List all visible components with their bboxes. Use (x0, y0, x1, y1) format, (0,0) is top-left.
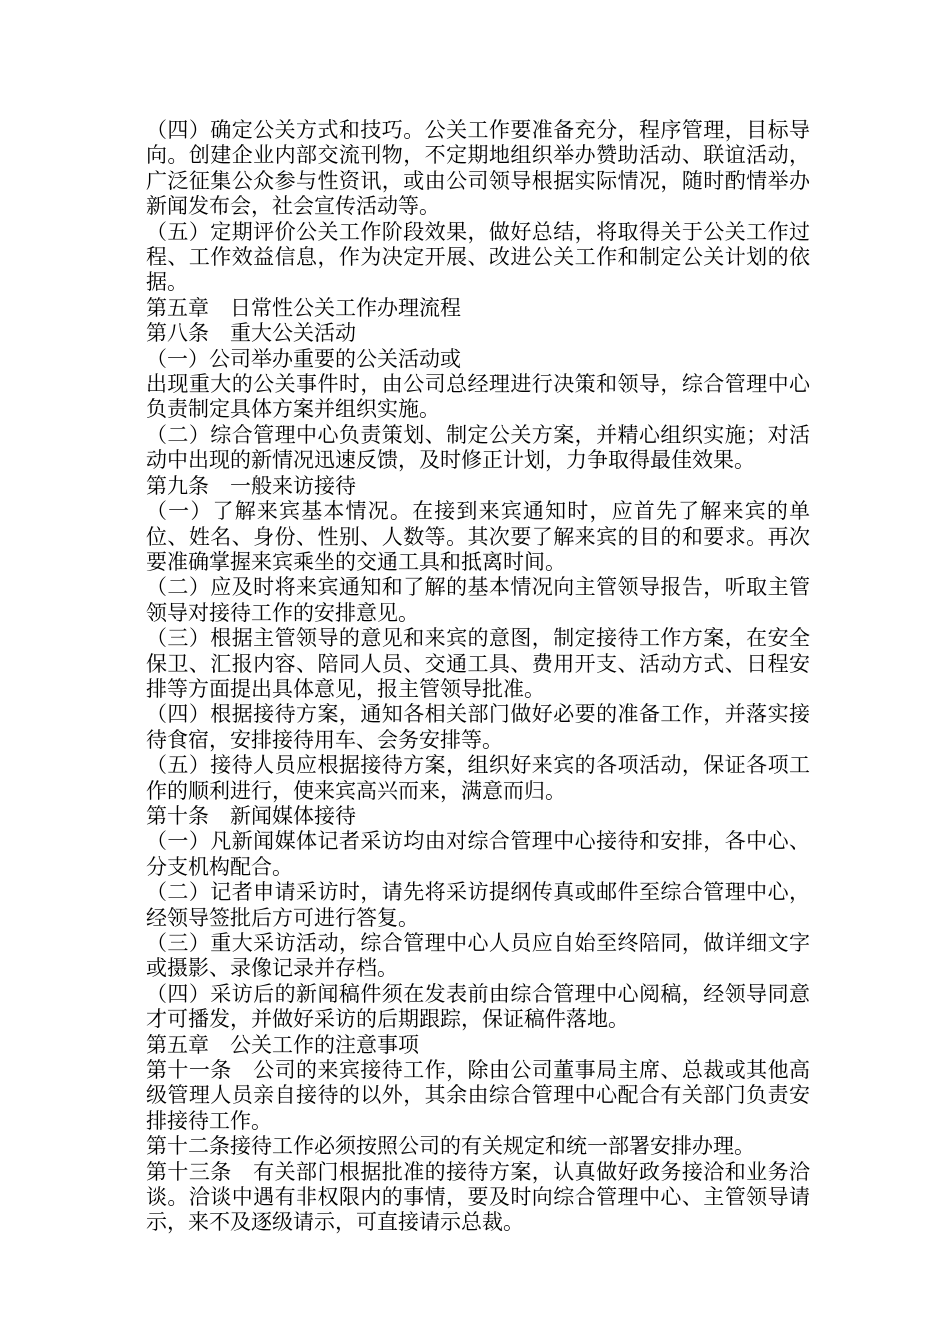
paragraph: （四）根据接待方案，通知各相关部门做好必要的准备工作，并落实接待食宿，安排接待用车、会务安排等。 (146, 702, 810, 752)
paragraph: （五）定期评价公关工作阶段效果，做好总结，将取得关于公关工作过程、工作效益信息，作为决定开展、改进公关工作和制定公关计划的依据。 (146, 219, 810, 295)
paragraph: 第十三条 有关部门根据批准的接待方案，认真做好政务接洽和业务洽谈。洽谈中遇有非权限内的事情，要及时向综合管理中心、主管领导请示，来不及逐级请示，可直接请示总裁。 (146, 1159, 810, 1235)
document-page (146, 118, 810, 1236)
paragraph: （三）根据主管领导的意见和来宾的意图，制定接待工作方案，在安全保卫、汇报内容、陪同人员、交通工具、费用开支、活动方式、日程安排等方面提出具体意见，报主管领导批准。 (146, 626, 810, 701)
chapter-heading: 第五章 日常性公关工作办理流程 (146, 295, 461, 320)
paragraph: 第十二条接待工作必须按照公司的有关规定和统一部署安排办理。 (146, 1134, 755, 1159)
paragraph: （五）接待人员应根据接待方案，组织好来宾的各项活动，保证各项工作的顺利进行，使来宾高兴而来，满意而归。 (146, 753, 810, 803)
paragraph: 出现重大的公关事件时，由公司总经理进行决策和领导，综合管理中心负责制定具体方案并组织实施。 (146, 372, 810, 422)
paragraph: （二）综合管理中心负责策划、制定公关方案，并精心组织实施；对活动中出现的新情况迅速反馈，及时修正计划，力争取得最佳效果。 (146, 422, 810, 473)
paragraph: （四）采访后的新闻稿件须在发表前由综合管理中心阅稿，经领导同意才可播发，并做好采访的后期跟踪，保证稿件落地。 (146, 981, 810, 1032)
paragraph: 第十一条 公司的来宾接待工作，除由公司董事局主席、总裁或其他高级管理人员亲自接待的以外，其余由综合管理中心配合有关部门负责安排接待工作。 (146, 1058, 810, 1133)
paragraph: （一）了解来宾基本情况。在接到来宾通知时，应首先了解来宾的单位、姓名、身份、性别、人数等。其次要了解来宾的目的和要求。再次要准确掌握来宾乘坐的交通工具和抵离时间。 (146, 499, 810, 574)
article-heading: 第九条 一般来访接待 (146, 473, 356, 498)
paragraph: （三）重大采访活动，综合管理中心人员应自始至终陪同，做详细文字或摄影、录像记录并存档。 (146, 931, 810, 981)
paragraph: （四）确定公关方式和技巧。公关工作要准备充分，程序管理，目标导向。创建企业内部交流刊物，不定期地组织举办赞助活动、联谊活动，广泛征集公众参与性资讯，或由公司领导根据实际情况，随时酌情举办新闻发布会，社会宣传活动等。 (146, 118, 810, 219)
article-heading: 第八条 重大公关活动 (146, 321, 356, 346)
article-heading: 第十条 新闻媒体接待 (146, 803, 356, 828)
clause-heading: （一）公司举办重要的公关活动或 (146, 346, 461, 371)
chapter-heading: 第五章 公关工作的注意事项 (146, 1032, 419, 1057)
paragraph: （二）记者申请采访时，请先将采访提纲传真或邮件至综合管理中心，经领导签批后方可进行答复。 (146, 880, 810, 930)
paragraph: （一）凡新闻媒体记者采访均由对综合管理中心接待和安排，各中心、分支机构配合。 (146, 829, 810, 879)
paragraph: （二）应及时将来宾通知和了解的基本情况向主管领导报告，听取主管领导对接待工作的安排意见。 (146, 575, 810, 625)
